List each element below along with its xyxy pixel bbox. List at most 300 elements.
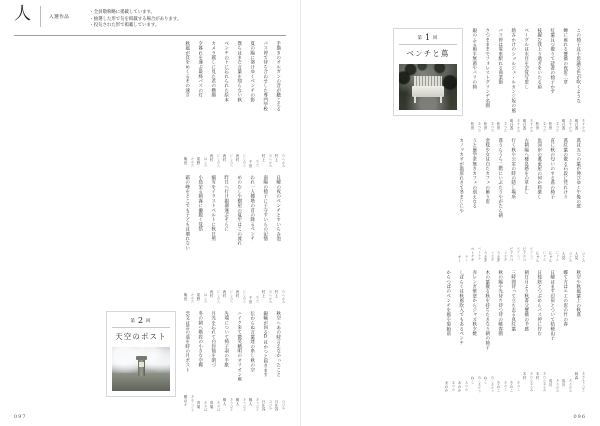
poem-entry [470, 138, 482, 262]
note-item: ・全員敬称略に掲載しています。 [89, 10, 155, 15]
poem-line: 伝わらぬ言葉達の糸し秋の空 [249, 311, 255, 373]
poem-author [561, 252, 573, 262]
poem-line: 日曜はまず辺肩とついて桔梗山子 [549, 270, 555, 341]
poem-author [561, 119, 573, 132]
author-name: 村上 [275, 289, 279, 298]
author-name: うさぎ [484, 250, 488, 262]
poem-entry [535, 138, 547, 262]
poem-line: 秋風が頁をめくるその速さ [184, 41, 190, 98]
author-kana: まつだ [477, 122, 481, 132]
poem-author [496, 122, 508, 132]
poem-entry [483, 270, 495, 392]
author-kana: きりひと [229, 397, 233, 411]
author-name: 西村 [223, 289, 227, 298]
author-name: 松田 [549, 122, 553, 130]
author-name: うさぎ [497, 250, 501, 262]
poem-entry [248, 311, 260, 411]
author-name: 亀田 [184, 157, 188, 165]
author-kana: ビアニコ [529, 247, 533, 261]
author-name: 桐人 [223, 397, 227, 406]
poem-grid [456, 138, 586, 262]
author-kana: ちだ [255, 159, 259, 167]
author-kana: きりひと [255, 397, 259, 411]
poem-line: 古朝陽へ棲息感をの草止し [523, 138, 529, 195]
poem-line: 日枝陰とつぶめらバス停に佇む [536, 270, 542, 336]
poem-entry [274, 41, 286, 167]
author-name: 松田 [497, 122, 501, 130]
author-kana: ベトナキ [477, 247, 481, 261]
author-kana: きなこども [190, 394, 194, 411]
poem-author [248, 296, 260, 303]
poem-entry [261, 311, 273, 411]
poem-entry [261, 175, 273, 303]
author-kana: にしむら [242, 153, 246, 167]
poem-line: バス停は電車駅れる商業街 [497, 28, 503, 85]
poem-line: 秋空や秋風葉上の秋蔦 [575, 270, 581, 317]
poem-entry [561, 270, 573, 392]
poem-entry [222, 311, 234, 411]
poem-line: 月光を忘れて白封筒を閉づ [210, 311, 216, 368]
poem-author [561, 379, 573, 392]
poem-line: 夕暮れを運ぶ最終バスの灯 [197, 41, 203, 98]
author-name: 日比谷 [275, 399, 279, 411]
poem-entry [235, 41, 247, 167]
poem-author [235, 290, 247, 303]
poem-line: カメラ越しに見た君の横顔 [210, 41, 216, 98]
poem-entry [561, 28, 573, 132]
poem-entry [509, 28, 521, 132]
poem-line: 手描きのオルガンの音が聴こえる [275, 41, 281, 112]
author-name: 日比谷 [262, 399, 266, 411]
feature-card-issue-2[interactable] [106, 311, 176, 397]
author-name: 木村 [523, 372, 527, 380]
poem-entry [535, 270, 547, 392]
author-name: あのか [458, 380, 462, 392]
author-kana: あすかわ [529, 118, 533, 132]
feature-issue-line [399, 33, 457, 43]
poem-author [261, 290, 273, 303]
author-name: 明日香 [562, 118, 566, 130]
poem-entry [457, 138, 469, 262]
issue-number: 2 [137, 316, 145, 325]
poem-entry [274, 175, 286, 303]
author-name: きのこ [510, 380, 514, 392]
poem-author [196, 157, 208, 167]
white-bench-with-ivy-photo [399, 64, 457, 110]
poem-entry [183, 41, 195, 167]
masthead-kicker: 入選作品 [49, 15, 70, 20]
author-kana: かめだ [190, 293, 194, 303]
author-name: 西村 [223, 153, 227, 162]
poem-entry [183, 311, 195, 411]
author-name: にゃん [536, 250, 540, 262]
poem-entry [196, 41, 208, 167]
author-name: 明日香 [523, 118, 527, 130]
poem-entry [574, 28, 586, 132]
poem-author [509, 119, 521, 132]
author-kana: あすかわ [516, 118, 520, 132]
author-name: 青葉 [210, 401, 214, 409]
author-name: 松田 [471, 122, 475, 130]
poem-author [509, 247, 521, 262]
poem-grid [182, 41, 286, 167]
poem-author [457, 381, 469, 392]
author-kana: きのこ [503, 380, 507, 391]
issue-prefix: 第 [130, 319, 136, 324]
poem-author [496, 381, 508, 392]
author-name: 人見 [575, 252, 579, 260]
author-kana: まつだ [503, 122, 507, 132]
poem-band-mid-left [14, 175, 286, 307]
poem-author [483, 122, 495, 132]
author-name: 村上 [262, 289, 266, 298]
poem-author [196, 293, 208, 303]
poem-band-bottom-right [315, 270, 586, 396]
author-kana: あさがわ [555, 378, 559, 392]
poem-author [548, 379, 560, 392]
author-name: 木村 [536, 372, 540, 380]
poem-entry [235, 311, 247, 411]
author-name: キー [458, 254, 462, 262]
section-mark-icon: 人 [14, 6, 41, 27]
author-kana: ほしの [203, 157, 207, 167]
author-name: 亀田 [184, 293, 188, 301]
poem-line: 紅葉且つ散りて読書の椅子かず [549, 28, 555, 94]
poem-grid [443, 270, 586, 392]
poem-author [522, 119, 534, 132]
feature-divider [112, 327, 170, 328]
author-name: 人見 [562, 252, 566, 260]
author-name: 秋森 [575, 372, 579, 380]
poem-author [574, 252, 586, 262]
poem-author [444, 381, 456, 392]
author-kana: むらかみ [281, 153, 285, 167]
poem-line: 三時間待って立ち去る真紅葉 [510, 270, 516, 332]
author-kana: ちだ [255, 295, 259, 303]
author-kana: ほしの [203, 293, 207, 303]
author-kana: まのか [451, 380, 455, 391]
poem-author [274, 154, 286, 167]
poem-author [483, 376, 495, 393]
note-item: ・投句された形で掲載しています。 [89, 23, 160, 29]
poem-entry [196, 311, 208, 411]
poem-author [209, 401, 221, 411]
poem-line: からつばのベンチを風や菊箱前 [445, 270, 451, 336]
author-name: 松田 [484, 122, 488, 130]
poem-line: めのむしや樹屋の夏至はこの流れ [236, 175, 242, 246]
poem-line: 枝握む我上り過ぎをいたる頃 [536, 28, 542, 90]
poem-author [209, 154, 221, 167]
author-name: 浅川 [549, 378, 553, 387]
poem-entry [496, 270, 508, 392]
author-kana: むらかみ [268, 289, 272, 303]
poem-line: 木の葉散る秋を持ちたきなり朝の椅子 [484, 270, 490, 350]
author-name: 千田 [249, 159, 253, 167]
feature-card-issue-1[interactable] [393, 28, 463, 116]
poem-author [222, 398, 234, 411]
poem-line: 先端について椅子羽の手紙 [223, 311, 229, 368]
tower-cap [136, 356, 147, 360]
poem-entry [444, 270, 456, 392]
poem-line: 朝日月より秋書父薔薇の予感 [523, 270, 529, 332]
poem-line: 蝶て方はエ工の窓の竹の春 [562, 270, 568, 327]
poem-line: 細雪をイラストベルトに秋日照 [210, 175, 216, 241]
author-name: 桐人 [249, 397, 253, 406]
issue-suffix: 回 [146, 319, 152, 324]
poem-entry [509, 138, 521, 262]
poem-line: 昨日へ行け銀器運ぶそらに [223, 175, 229, 232]
poem-entry [261, 41, 273, 167]
poem-line: この椅子は不思議な色が吹くような [575, 28, 581, 104]
poem-entry [274, 311, 286, 411]
author-kana: うさぎ [503, 250, 507, 261]
poem-entry [196, 175, 208, 303]
author-name: 西村 [236, 289, 240, 298]
author-kana: ひとみ [581, 252, 585, 262]
author-name: ビアニコ [523, 247, 527, 262]
poem-author [548, 122, 560, 132]
poem-entry [222, 41, 234, 167]
page-number-right: 096 [573, 414, 586, 420]
poem-grid [182, 311, 286, 411]
note-item: ・抽選した形で句を掲載する場合があります。 [89, 16, 182, 22]
ivy-foliage [399, 64, 457, 110]
poem-line: 行く秋や公室の時の隠し場所 [510, 138, 516, 200]
poem-line: 霜の峰をとこでも子どもは壊れない [184, 175, 190, 251]
poem-band-top-right [315, 28, 586, 132]
poem-author [235, 154, 247, 167]
author-kana: にしむら [216, 289, 220, 303]
poem-author [574, 372, 586, 392]
author-name: 千田 [249, 295, 253, 303]
author-kana: あおば [216, 401, 220, 411]
poem-line: 熱みかけのショルジュ・ルカンジ坂の風 [510, 28, 516, 113]
poem-line: 秋空へあの時言えなかったこと [275, 311, 281, 377]
author-kana: にゃん [542, 250, 546, 261]
author-kana: あおば [203, 401, 207, 411]
poem-entry [483, 138, 495, 262]
author-name: 西村 [210, 153, 214, 162]
author-kana: あきもりひと [581, 372, 585, 392]
author-kana: きむらまさみ [529, 372, 533, 392]
poem-line: 蔦うらうら二階にいぶたりやがたら朝 [497, 138, 503, 218]
right-page [300, 0, 600, 426]
poem-line: 蔦は五つの葉が伸びゆく午後の庭 [575, 138, 581, 209]
poem-author [196, 401, 208, 411]
poem-author [222, 154, 234, 167]
feature-divider [399, 44, 457, 45]
author-name: 星野 [197, 157, 201, 165]
author-name: 明日香 [575, 118, 579, 130]
poem-author [548, 251, 560, 262]
poem-line: 僕らはまだ言葉を知らない秋 [236, 41, 242, 103]
poem-line: 夏の陽に溶けゆくベンチの影 [249, 41, 255, 103]
author-kana: ひびや [281, 399, 285, 410]
author-kana: ひとみ [568, 252, 572, 262]
poem-entry [248, 175, 260, 303]
poem-entry [470, 28, 482, 132]
poem-line: 銀輪が回るDはかつと届きます [262, 311, 268, 378]
author-name: ねこ [471, 375, 475, 383]
author-name: 浅川 [562, 378, 566, 387]
author-kana: ねこあかり [477, 375, 481, 392]
poem-entry [574, 270, 586, 392]
poem-author [248, 160, 260, 167]
poem-line: 秋の陽や光待ち待つ待の暁客園 [497, 270, 503, 336]
poem-author [470, 122, 482, 132]
poem-author [457, 255, 469, 262]
author-kana: むらかみ [268, 153, 272, 167]
poem-entry [496, 28, 508, 132]
poem-entry [548, 270, 560, 392]
poem-line: ハイク来て微笑精明のオリオン座 [236, 311, 242, 382]
poem-author [274, 290, 286, 303]
feature-title: 天空のポスト [115, 332, 167, 341]
poem-entry [183, 175, 195, 303]
poem-author [183, 157, 195, 167]
issue-suffix: 回 [433, 36, 439, 41]
poem-author [222, 290, 234, 303]
poem-line: われ一人鐘塔の首の降るベンチ [249, 175, 255, 241]
header-divider [14, 35, 286, 36]
poem-entry [509, 270, 521, 392]
author-name: ねこ [484, 375, 488, 383]
mailbox-slot [139, 362, 144, 367]
author-name: 西村 [210, 289, 214, 298]
author-kana: まつだ [542, 122, 546, 132]
author-kana: まつだ [555, 122, 559, 132]
poem-grid [469, 28, 586, 132]
poem-entry [222, 175, 234, 303]
author-name: にゃん [549, 250, 553, 262]
poem-entry [470, 270, 482, 392]
author-kana: にゃん [555, 250, 559, 261]
masthead [14, 6, 286, 32]
poem-entry [483, 28, 495, 132]
author-kana: にしむら [229, 289, 233, 303]
issue-prefix: 第 [417, 36, 423, 41]
author-name: 松田 [536, 122, 540, 130]
author-name: ベトナキ [471, 247, 475, 262]
author-name: 樹の子 [184, 394, 188, 406]
poem-author [496, 251, 508, 262]
poem-band-mid-right [315, 138, 586, 266]
poem-entry [457, 270, 469, 392]
poem-author [522, 247, 534, 262]
author-name: 村上 [262, 153, 266, 162]
poem-author [470, 376, 482, 393]
poem-author [522, 372, 534, 392]
poem-band-top-left [14, 41, 286, 171]
poem-author [574, 119, 586, 132]
author-kana: きのこ [516, 380, 520, 391]
poem-entry [574, 138, 586, 262]
poem-band-bottom-left [14, 311, 286, 411]
poem-line: 銀のふる頬半無菌やパリの椅 [471, 28, 477, 90]
poem-line: 日曜の夜のベンチとすいらみ泡 [275, 175, 281, 241]
poem-line: うと歴学茶無きカフェの別えなる [471, 138, 477, 209]
poem-grid [182, 175, 286, 303]
author-name: きのこ [497, 380, 501, 392]
poem-entry [561, 138, 573, 262]
poem-entry [522, 138, 534, 262]
author-kana: あすかわ [581, 118, 585, 132]
poem-entry [535, 28, 547, 132]
poem-line: しばらくは秋風吹入でもあるベンチ [458, 270, 464, 346]
poem-entry [548, 138, 560, 262]
poem-line: さつまままでフォレストグリンデ名園 [484, 28, 490, 108]
poem-author [535, 372, 547, 392]
poem-entry [522, 28, 534, 132]
poem-line: カノッカオが温厚れきて冬まじにや [458, 138, 464, 214]
tower-post-landscape-photo [112, 347, 170, 391]
poem-entry [209, 311, 221, 411]
poem-entry [235, 175, 247, 303]
author-name: 星野 [197, 293, 201, 301]
author-name: 明日香 [510, 118, 514, 130]
poem-author [261, 400, 273, 411]
author-kana: あすかわ [568, 118, 572, 132]
poem-entry [209, 175, 221, 303]
poem-entry [522, 270, 534, 392]
poem-author [261, 154, 273, 167]
poem-author [209, 290, 221, 303]
poem-author [535, 251, 547, 262]
poem-author [535, 122, 547, 132]
poem-line: 恋文は雲の遥を時の月ポスト [184, 311, 190, 373]
author-kana: にしむら [229, 153, 233, 167]
feature-title: ベンチと蔦 [406, 49, 450, 58]
author-name: まのか [445, 380, 449, 392]
poem-line: ベーグルは水目を空覚写窓し [523, 28, 529, 90]
feature-issue-line [112, 316, 170, 326]
poem-line: 蝉に座れる薔薇の夜窓二章 [562, 28, 568, 85]
poem-line: ベンチの下に忘れられた絵本 [223, 41, 229, 103]
poem-line: 小島栄る朝霧に瀬脱く覚悟 [197, 175, 203, 232]
author-kana: ひびや [268, 399, 272, 410]
poem-author [183, 395, 195, 412]
poem-author [248, 398, 260, 411]
poem-entry [548, 28, 560, 132]
poem-entry [248, 41, 260, 167]
poem-author [235, 398, 247, 411]
author-kana: にしむら [242, 289, 246, 303]
author-kana: きりひと [242, 397, 246, 411]
poem-line: 南陽の椅子に子守すいらの記憶 [262, 175, 268, 241]
poem-line: バス停で待ち合わせした専門学校 [262, 41, 268, 112]
poem-line: 魚河岸の薫重屋の何か料楽し [536, 138, 542, 200]
author-name: 西村 [236, 153, 240, 162]
poem-line: 蔦紅葉の散る石段に凭れけり [562, 138, 568, 200]
poem-entry [496, 138, 508, 262]
author-name: ビアニコ [510, 247, 514, 262]
author-kana: キー [464, 254, 468, 262]
author-name: 桐人 [236, 397, 240, 406]
author-kana: あさがわ [568, 378, 572, 392]
poem-author [470, 247, 482, 262]
poem-line: 赤レンガ壁塗からジャズ秋夕焼 [471, 270, 477, 336]
poem-author [509, 381, 521, 392]
author-kana: かめだ [190, 157, 194, 167]
author-name: 青葉 [197, 401, 201, 409]
page-number-left: 097 [14, 414, 27, 420]
author-kana: ねこあかり [490, 375, 494, 392]
author-kana: にしむら [216, 153, 220, 167]
author-kana: きむらまさみ [542, 372, 546, 392]
poem-author [274, 400, 286, 411]
poem-line: 直に秋の匂いのする蔦の椅子 [549, 138, 555, 200]
author-kana: うさぎ [490, 250, 494, 261]
